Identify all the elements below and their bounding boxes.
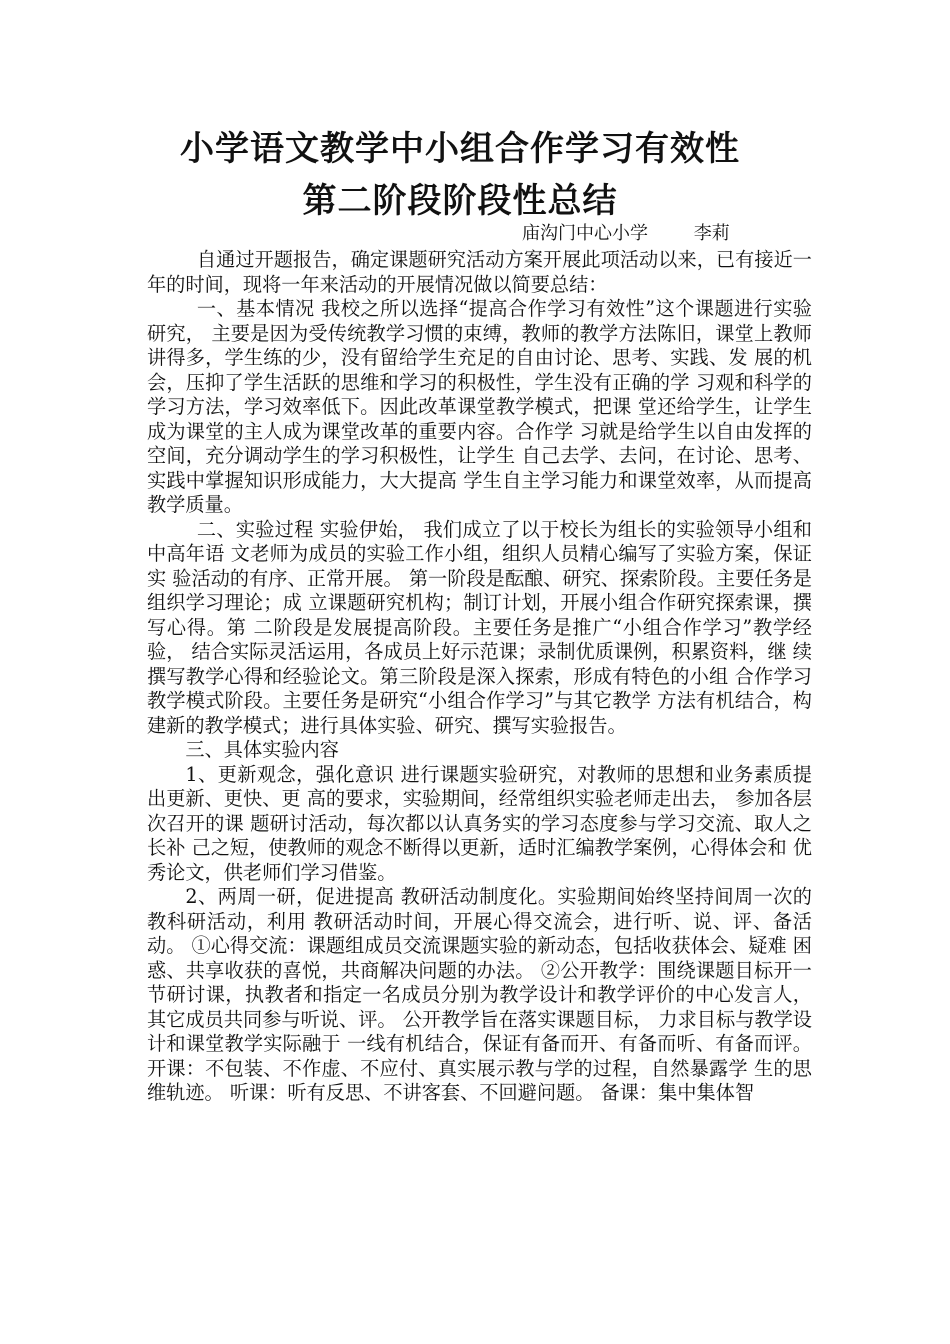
section-heading-specific-content: 三、具体实验内容 [185, 738, 339, 761]
intro-paragraph: 自通过开题报告，确定课题研究活动方案开展此项活动以来，已有接近一年的时间，现将一年来活动的开展情况做以简要总结： [147, 248, 812, 296]
item-biweekly-research: 2、两周一研，促进提高 教研活动制度化。实验期间始终坚持间周一次的教科研活动，利用 教研活动时间，开展心得交流会，进行听、说、评、备活动。 ①心得交流：课题组成员交流课题实验的新动态，包括收获体会、疑难 困惑、共享收获的喜悦，共商解决问题的办法。 ②公开教学：围绕课题目标开一节研讨课，执教者和指定一名成员分别为教学设计和教学评价的中心发言人，其它成员共同参与听说、评。 公开教学旨在落实课题目标， 力求目标与教学设计和课堂教学实际融于 一线有机结合，保证有备而开、有备而听、有备而评。 开课：不包装、不作虚、不应付、真实展示教与学的过程，自然暴露学 生的思维轨迹。 听课：听有反思、不讲客套、不回避问题。 备课：集中集体智 [147, 885, 812, 1104]
item-update-concepts: 1、更新观念，强化意识 进行课题实验研究，对教师的思想和业务素质提出更新、更快、更 高的要求，实验期间，经常组织实验老师走出去， 参加各层次召开的课 题研讨活动，每次都以认真务实的学习态度参与学习交流、取人之长补 己之短，使教师的观念不断得以更新，适时汇编教学案例，心得体会和 优秀论文，供老师们学习借鉴。 [147, 762, 812, 884]
section-experiment-process: 二、实验过程 实验伊始， 我们成立了以于校长为组长的实验领导小组和中高年语 文老师为成员的实验工作小组，组织人员精心编写了实验方案，保证实 验活动的有序、正常开展。 第一阶段是酝酿、研究、探索阶段。主要任务是组织学习理论；成 立课题研究机构；制订计划，开展小组合作研究探索课，撰写心得。第 二阶段是发展提高阶段。主要任务是推广“小组合作学习”教学经验， 结合实际灵活运用，各成员上好示范课；录制优质课例，积累资料，继 续撰写教学心得和经验论文。第三阶段是深入探索，形成有特色的小组 合作学习教学模式阶段。主要任务是研究“小组合作学习”与其它教学 方法有机结合，构建新的教学模式；进行具体实验、研究、撰写实验报告。 [147, 517, 812, 737]
document-title-line-1: 小学语文教学中小组合作学习有效性 [180, 129, 740, 169]
author-byline: 庙沟门中心小学 李莉 [522, 223, 730, 244]
document-body [147, 248, 812, 1106]
document-title-line-2: 第二阶段阶段性总结 [302, 181, 618, 221]
section-basic-situation: 一、基本情况 我校之所以选择“提高合作学习有效性”这个课题进行实验研究， 主要是因为受传统教学习惯的束缚，教师的教学方法陈旧，课堂上教师 讲得多，学生练的少，没有留给学生充足的自由讨论、思考、实践、发 展的机会，压抑了学生活跃的思维和学习的积极性，学生没有正确的学 习观和科学的学习方法，学习效率低下。因此改革课堂教学模式，把课 堂还给学生，让学生成为课堂的主人成为课堂改革的重要内容。合作学 习就是给学生以自由发挥的空间，充分调动学生的学习积极性，让学生 自己去学、去问，在讨论、思考、实践中掌握知识形成能力，大大提高 学生自主学习能力和课堂效率，从而提高教学质量。 [147, 297, 812, 516]
